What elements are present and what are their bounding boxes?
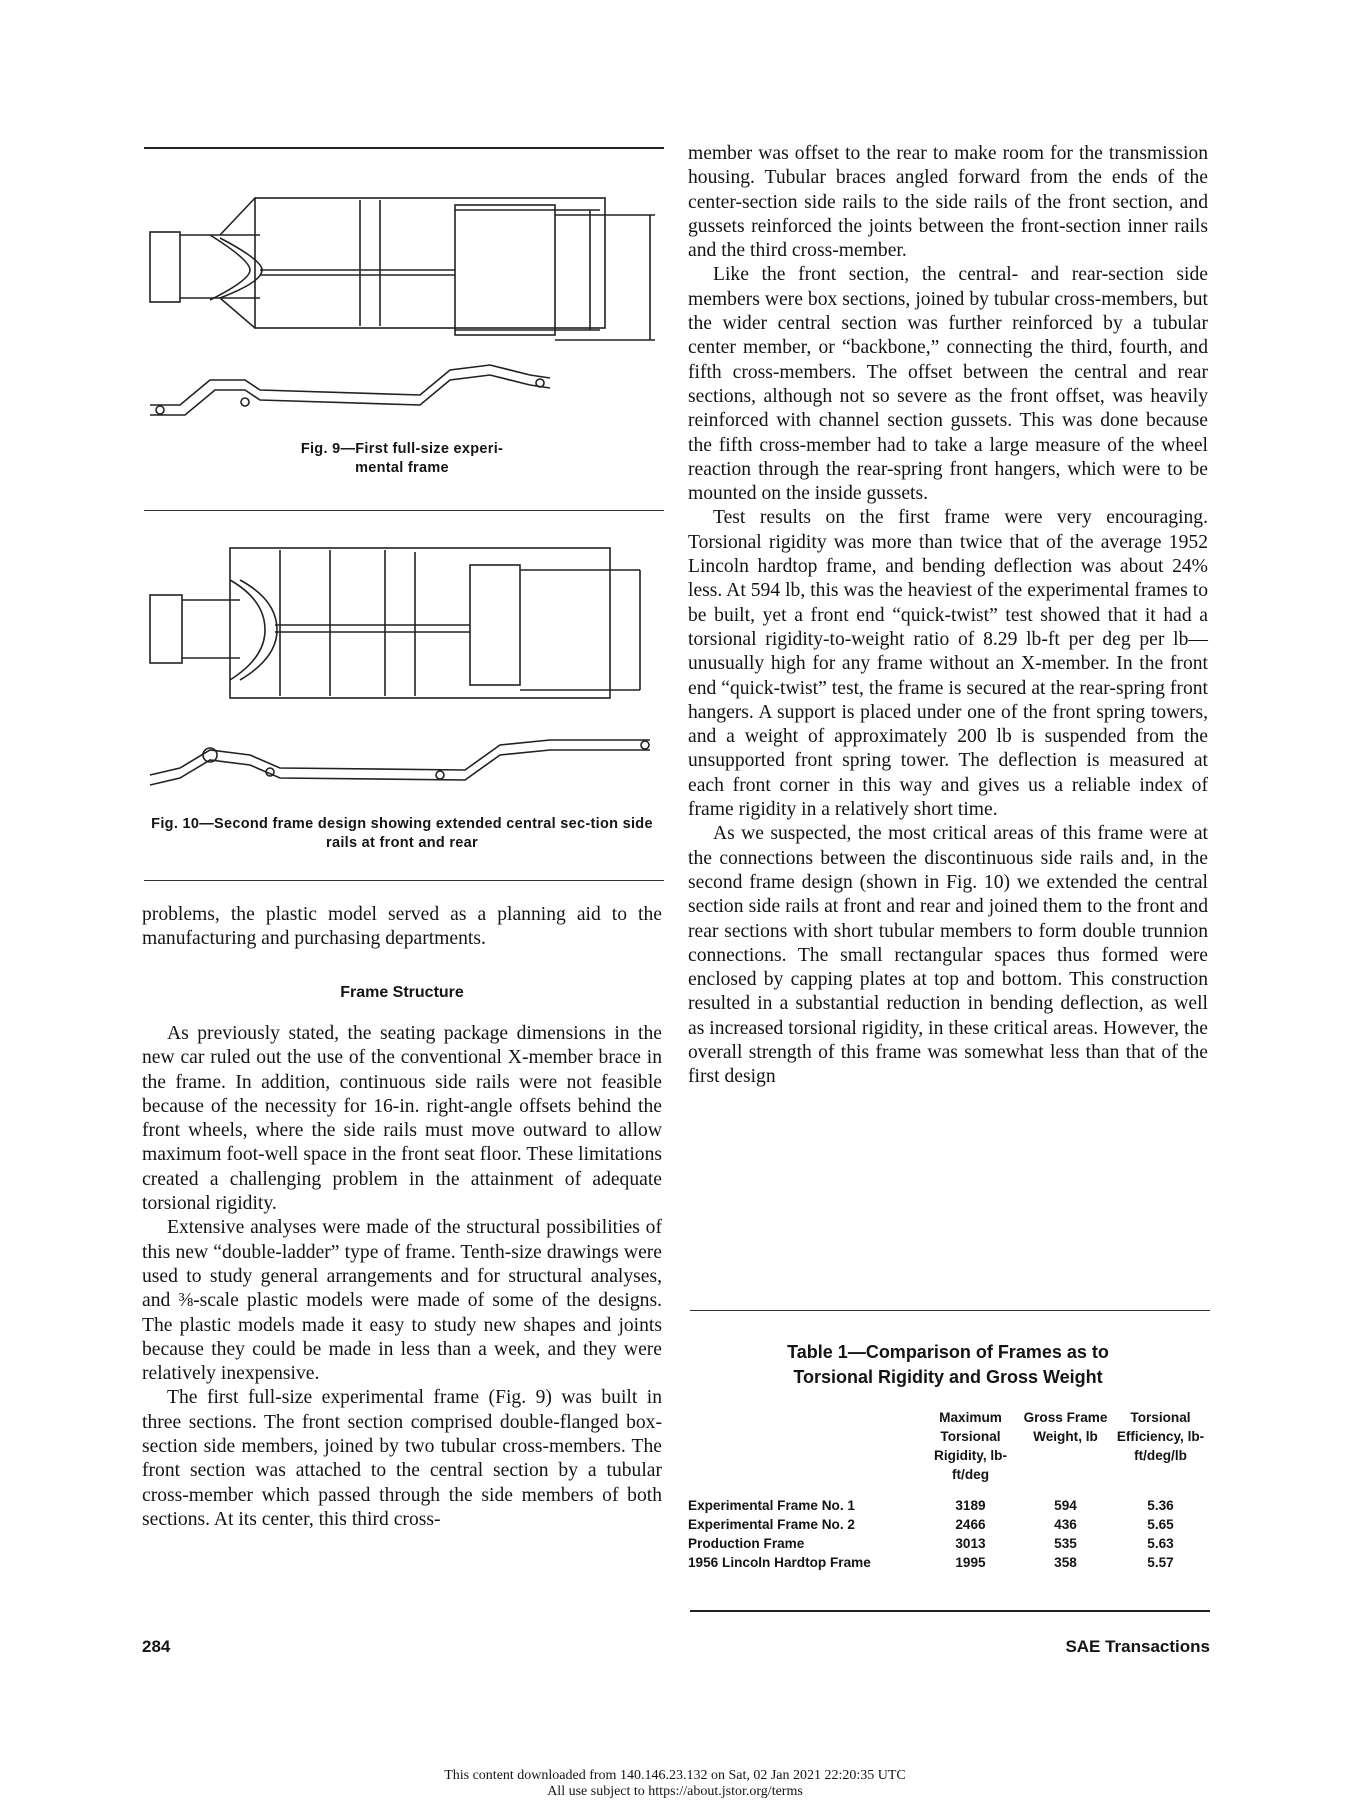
table-cell-weight: 535 — [1054, 1536, 1077, 1551]
left-column-body — [142, 1022, 662, 1532]
right-paragraph-3: As we suspected, the most critical areas of this frame were at the connections between the discontinuous side rails and, in the second frame design (shown in Fig. 10) we extended the central section side rails at front and rear and joined them to the front and rear sections with short tubular members to form double trunnion connections. The small rectangular spaces thus formed were enclosed by capping plates at top and bottom. This construction resulted in a substantial reduction in bending deflection, as well as increased torsional rigidity, in these critical areas. However, the overall strength of this frame was somewhat less than that of the first design — [688, 823, 1208, 1088]
table-cell-efficiency: 5.65 — [1147, 1517, 1174, 1532]
table1-header-rigidity: Maximum Torsional Rigidity, lb-ft/deg — [934, 1410, 1007, 1482]
table-bottom-rule — [690, 1610, 1210, 1612]
download-notice-line2: All use subject to https://about.jstor.org/terms — [547, 1784, 803, 1799]
table-cell-weight: 358 — [1054, 1555, 1077, 1570]
download-notice-line1: This content downloaded from 140.146.23.132 on Sat, 02 Jan 2021 22:20:35 UTC — [444, 1768, 906, 1783]
table-row — [688, 1534, 1208, 1553]
journal-name: SAE Transactions — [1065, 1637, 1210, 1656]
table-cell-frame: Experimental Frame No. 2 — [688, 1517, 855, 1532]
left-column-top — [142, 903, 662, 952]
left-paragraph-2: Extensive analyses were made of the structural possibilities of this new “double-ladder” type of frame. Tenth-size drawings were used to study general arrangements and for structural analyses, and ⅜-scale plastic models were made of some of the designs. The plastic models made it easy to study new shapes and joints because they could be made in less than a week, and they were relatively inexpensive. — [142, 1217, 662, 1385]
table-cell-frame: Production Frame — [688, 1536, 805, 1551]
table1 — [688, 1408, 1208, 1572]
table-cell-weight: 594 — [1054, 1498, 1077, 1513]
fig9-caption-text: Fig. 9—First full-size experi-mental frame — [300, 441, 504, 476]
table-cell-rigidity: 3189 — [955, 1498, 986, 1513]
fig10-frame-drawing — [150, 540, 660, 790]
table-top-rule — [690, 1310, 1210, 1311]
table-cell-efficiency: 5.36 — [1147, 1498, 1174, 1513]
table-cell-frame: Experimental Frame No. 1 — [688, 1498, 855, 1513]
right-paragraph-1: Like the front section, the central- and rear-section side members were box sections, joined by tubular cross-members, but the wider central section was further reinforced by a tubular center member, or “backbone,” connecting the third, fourth, and fifth cross-members. The offset between the central and rear sections, although not so severe as the front offset, was heavily reinforced with channel section gussets. This was done because the fifth cross-member had to take a large measure of the wheel reaction through the rear-spring front hangers, which were to be mounted on the inside gussets. — [688, 264, 1208, 505]
fig10-caption — [142, 815, 662, 853]
table-cell-rigidity: 2466 — [955, 1517, 986, 1532]
table1-title — [688, 1340, 1208, 1390]
section-heading: Frame Structure — [340, 984, 464, 1001]
table1-header-frame — [688, 1408, 923, 1484]
table-row — [688, 1496, 1208, 1515]
right-column-body — [688, 142, 1208, 1090]
fig9-frame-drawing — [150, 180, 660, 430]
table-cell-frame: 1956 Lincoln Hardtop Frame — [688, 1555, 871, 1570]
download-notice — [0, 1768, 1350, 1800]
top-rule — [144, 147, 664, 149]
table1-title-line2: Torsional Rigidity and Gross Weight — [793, 1367, 1103, 1387]
left-paragraph-1: As previously stated, the seating package dimensions in the new car ruled out the use of the conventional X-member brace in the frame. In addition, continuous side rails were not feasible because of the necessity for 16-in. right-angle offsets behind the front wheels, where the side rails must move outward to allow maximum foot-well space in the front seat floor. These limitations created a challenging problem in the attainment of adequate torsional rigidity. — [142, 1023, 662, 1215]
left-paragraph-3: The first full-size experimental frame (Fig. 9) was built in three sections. The front section comprised double-flanged box-section side members, joined by two tubular cross-members. The front section was attached to the central section by a tubular cross-member which passed through the side members of both sections. At its center, this third cross- — [142, 1387, 662, 1530]
table1-title-line1: Table 1—Comparison of Frames as to — [787, 1342, 1109, 1362]
right-paragraph-continued: member was offset to the rear to make room for the transmission housing. Tubular braces angled forward from the ends of the center-section side rails to the side rails of the front section, and gussets reinforced the joints between the front-section inner rails and the third cross-member. — [688, 143, 1208, 262]
table-cell-efficiency: 5.57 — [1147, 1555, 1174, 1570]
table-row — [688, 1553, 1208, 1572]
table1-header-weight: Gross Frame Weight, lb — [1023, 1410, 1108, 1444]
table-row — [688, 1515, 1208, 1534]
table1-grid — [688, 1408, 1208, 1572]
fig10-caption-text: Fig. 10—Second frame design showing extended central sec-tion side rails at front and rear — [151, 816, 653, 851]
fig9-caption — [142, 440, 662, 478]
table-cell-weight: 436 — [1054, 1517, 1077, 1532]
left-paragraph-continued: problems, the plastic model served as a planning aid to the manufacturing and purchasing departments. — [142, 904, 662, 950]
table-cell-rigidity: 3013 — [955, 1536, 986, 1551]
fig9-bottom-rule — [144, 510, 664, 511]
page-number: 284 — [142, 1637, 171, 1656]
fig10-bottom-rule — [144, 880, 664, 881]
right-paragraph-2: Test results on the first frame were very encouraging. Torsional rigidity was more than twice that of the average 1952 Lincoln hardtop frame, and bending deflection was about 24% less. At 594 lb, this was the heaviest of the experimental frames to be built, yet a front end “quick-twist” test showed that it had a torsional rigidity-to-weight ratio of 8.29 lb-ft per deg per lb—unusually high for any frame without an X-member. In the front end “quick-twist” test, the frame is secured at the rear-spring front hangers. A support is placed under one of the front spring towers, and a weight of approximately 200 lb is suspended from the unsupported front spring tower. The deflection is measured at each front corner in this way and gives us a reliable index of frame rigidity in a relatively short time. — [688, 507, 1208, 821]
table-cell-rigidity: 1995 — [955, 1555, 986, 1570]
table1-header-efficiency: Torsional Efficiency, lb-ft/deg/lb — [1116, 1410, 1205, 1463]
table-cell-efficiency: 5.63 — [1147, 1536, 1174, 1551]
